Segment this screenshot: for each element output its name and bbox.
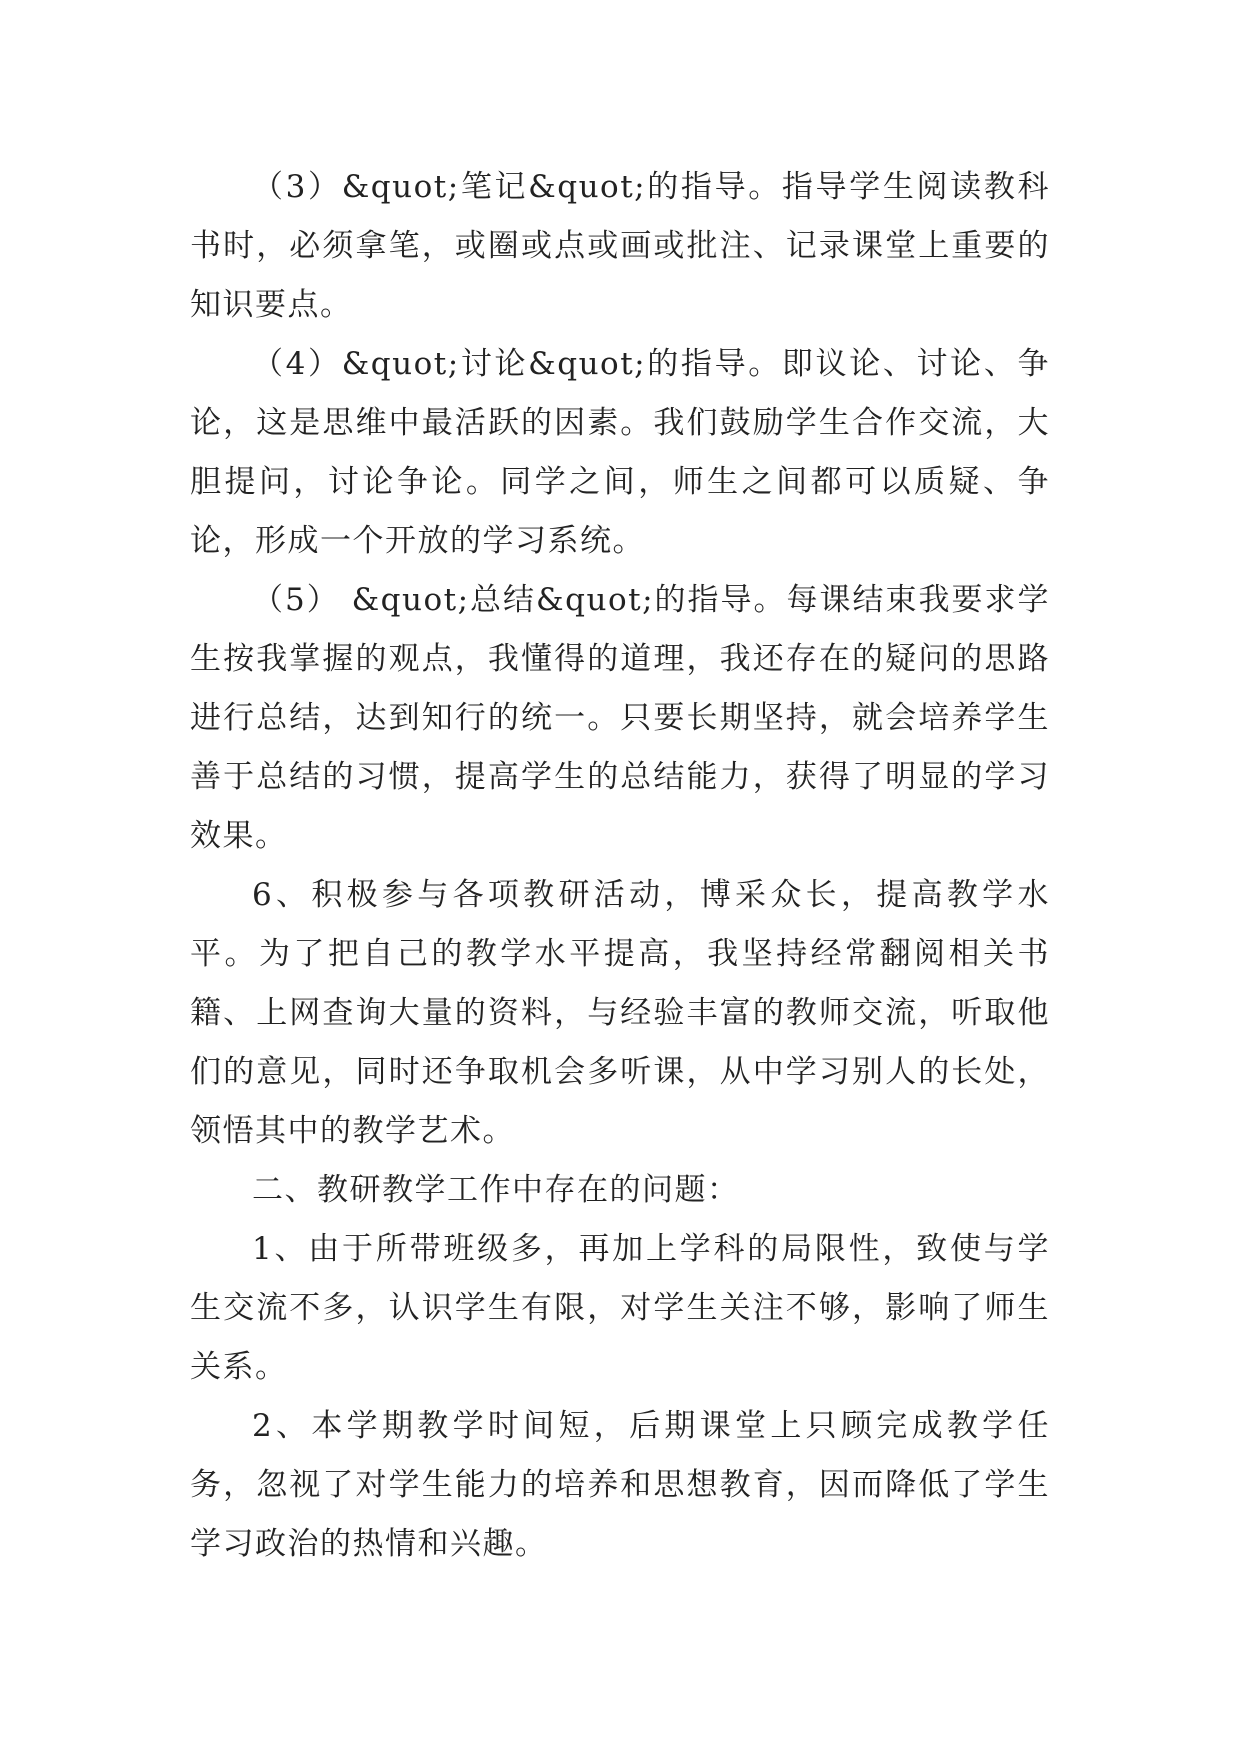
- document-body: [190, 158, 1050, 1574]
- paragraph-problem-1: 1、由于所带班级多，再加上学科的局限性，致使与学生交流不多，认识学生有限，对学生关注不够，影响了师生关系。: [190, 1231, 1050, 1385]
- paragraph-teaching-research: 6、积极参与各项教研活动，博采众长，提高教学水平。为了把自己的教学水平提高，我坚持经常翻阅相关书籍、上网查询大量的资料，与经验丰富的教师交流，听取他们的意见，同时还争取机会多听课，从中学习别人的长处，领悟其中的教学艺术。: [190, 877, 1050, 1149]
- paragraph-problem-2: 2、本学期教学时间短，后期课堂上只顾完成教学任务，忽视了对学生能力的培养和思想教育，因而降低了学生学习政治的热情和兴趣。: [190, 1408, 1050, 1562]
- paragraph-summary-guidance: （5） &quot;总结&quot;的指导。每课结束我要求学生按我掌握的观点，我懂得的道理，我还存在的疑问的思路进行总结，达到知行的统一。只要长期坚持，就会培养学生善于总结的习惯，提高学生的总结能力，获得了明显的学习效果。: [190, 582, 1050, 854]
- paragraph-note-guidance: （3）&quot;笔记&quot;的指导。指导学生阅读教科书时，必须拿笔，或圈或点或画或批注、记录课堂上重要的知识要点。: [190, 169, 1050, 323]
- paragraph-discussion-guidance: （4）&quot;讨论&quot;的指导。即议论、讨论、争论，这是思维中最活跃的因素。我们鼓励学生合作交流，大胆提问，讨论争论。同学之间，师生之间都可以质疑、争论，形成一个开放的学习系统。: [190, 346, 1050, 559]
- section-heading-problems: 二、教研教学工作中存在的问题：: [252, 1172, 740, 1208]
